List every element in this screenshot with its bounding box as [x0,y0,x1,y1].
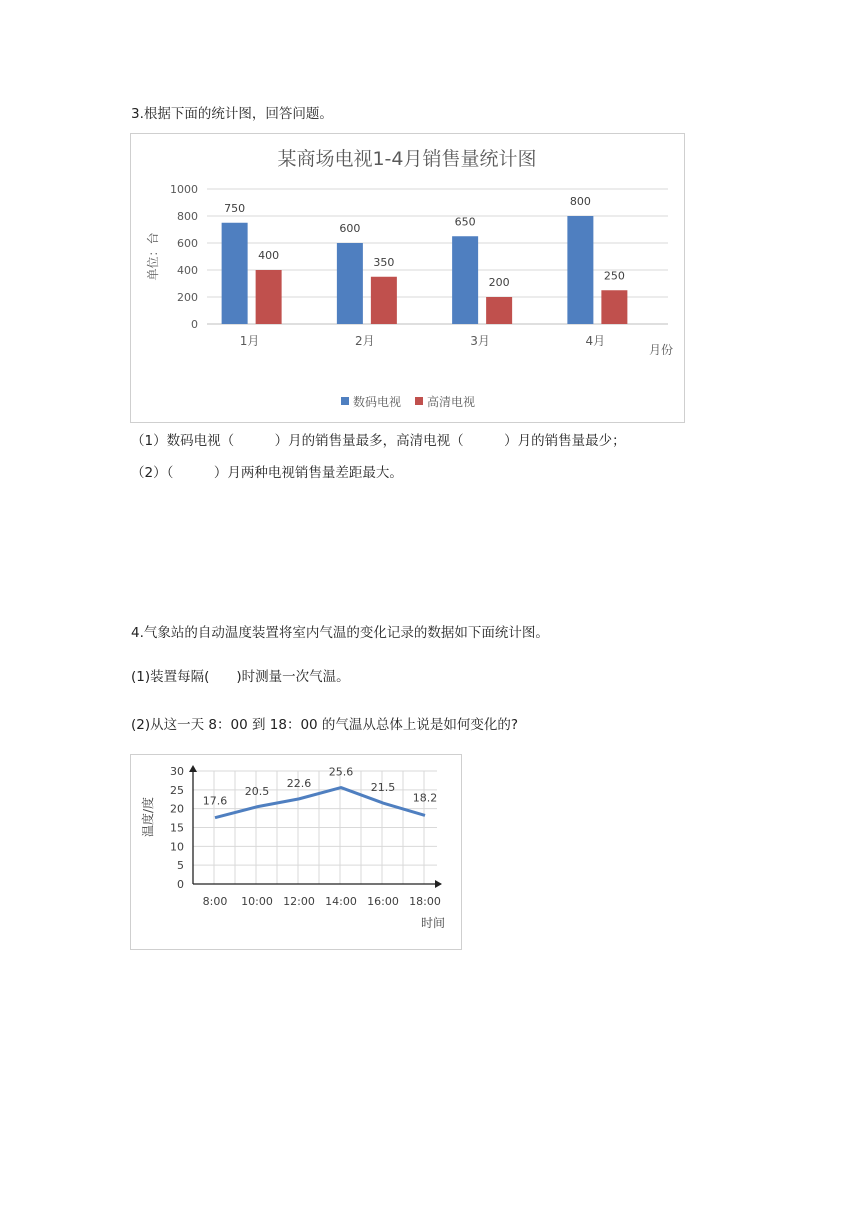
y-tick-label: 0 [177,878,184,891]
bar-chart-frame [130,133,685,423]
legend-swatch [415,397,423,405]
x-tick-label: 18:00 [409,895,441,908]
y-tick-label: 5 [177,859,184,873]
legend-swatch [341,397,349,405]
bar [567,216,593,324]
x-tick-label: 4月 [585,334,606,348]
x-tick-label: 16:00 [367,895,399,908]
bar [256,270,282,324]
q4-sub2: (2)从这一天 8：00 到 18：00 的气温从总体上说是如何变化的? [131,717,519,733]
x-tick-label: 2月 [355,334,375,348]
x-axis-label: 时间 [420,916,446,930]
x-tick-label: 8:00 [202,895,228,908]
data-label: 25.6 [328,765,354,779]
line-chart-frame [130,754,462,950]
data-label: 200 [488,276,510,289]
y-tick-label: 30 [170,765,184,778]
data-label: 22.6 [286,776,312,790]
x-tick-label: 3月 [470,334,490,348]
legend-label: 数码电视 [353,395,402,409]
x-tick-label: 10:00 [241,895,273,908]
bar [601,290,627,324]
bar [371,277,397,324]
y-tick-label: 800 [177,210,198,223]
data-label: 21.5 [370,781,396,795]
y-tick-label: 600 [177,237,198,250]
data-label: 18.2 [412,791,438,805]
axes [189,765,442,888]
x-tick-label: 12:00 [283,895,315,908]
bar [222,223,248,324]
data-label: 17.6 [202,794,228,808]
legend-label: 高清电视 [427,395,476,409]
data-label: 350 [373,255,395,269]
q3-heading: 3.根据下面的统计图，回答问题。 [131,106,333,122]
bar [452,236,478,324]
y-tick-label: 25 [170,783,184,797]
y-tick-label: 15 [170,821,184,835]
data-label: 250 [603,269,625,283]
x-axis-arrow [435,880,442,888]
x-tick-label: 14:00 [325,895,357,908]
data-label: 750 [224,201,246,215]
q3-sub1: （1）数码电视（ ）月的销售量最多，高清电视（ ）月的销售量最少； [131,433,626,449]
x-axis-label: 月份 [648,343,674,357]
line-chart [131,755,461,949]
bar-chart [131,134,684,422]
y-tick-label: 1000 [170,183,198,196]
data-label: 400 [258,249,280,262]
data-label: 800 [569,195,591,208]
q3-sub2: （2）（ ）月两种电视销售量差距最大。 [131,465,403,481]
y-axis-arrow [189,765,197,772]
y-axis-label: 温度/度 [141,796,155,838]
q4-sub1: (1)装置每隔( )时测量一次气温。 [131,669,350,685]
data-label: 20.5 [244,784,270,798]
y-tick-label: 200 [177,291,198,304]
y-axis-label: 单位：台 [146,232,160,281]
y-tick-label: 0 [191,318,198,331]
data-label: 600 [339,222,361,235]
y-tick-label: 400 [177,264,198,277]
chart-title: 某商场电视1-4月销售量统计图 [277,148,537,170]
bar [486,297,512,324]
bar [337,243,363,324]
x-tick-label: 1月 [239,334,260,348]
q4-heading: 4.气象站的自动温度装置将室内气温的变化记录的数据如下面统计图。 [131,625,549,641]
y-tick-label: 20 [170,802,184,816]
data-label: 650 [454,215,476,229]
y-tick-label: 10 [170,840,184,854]
